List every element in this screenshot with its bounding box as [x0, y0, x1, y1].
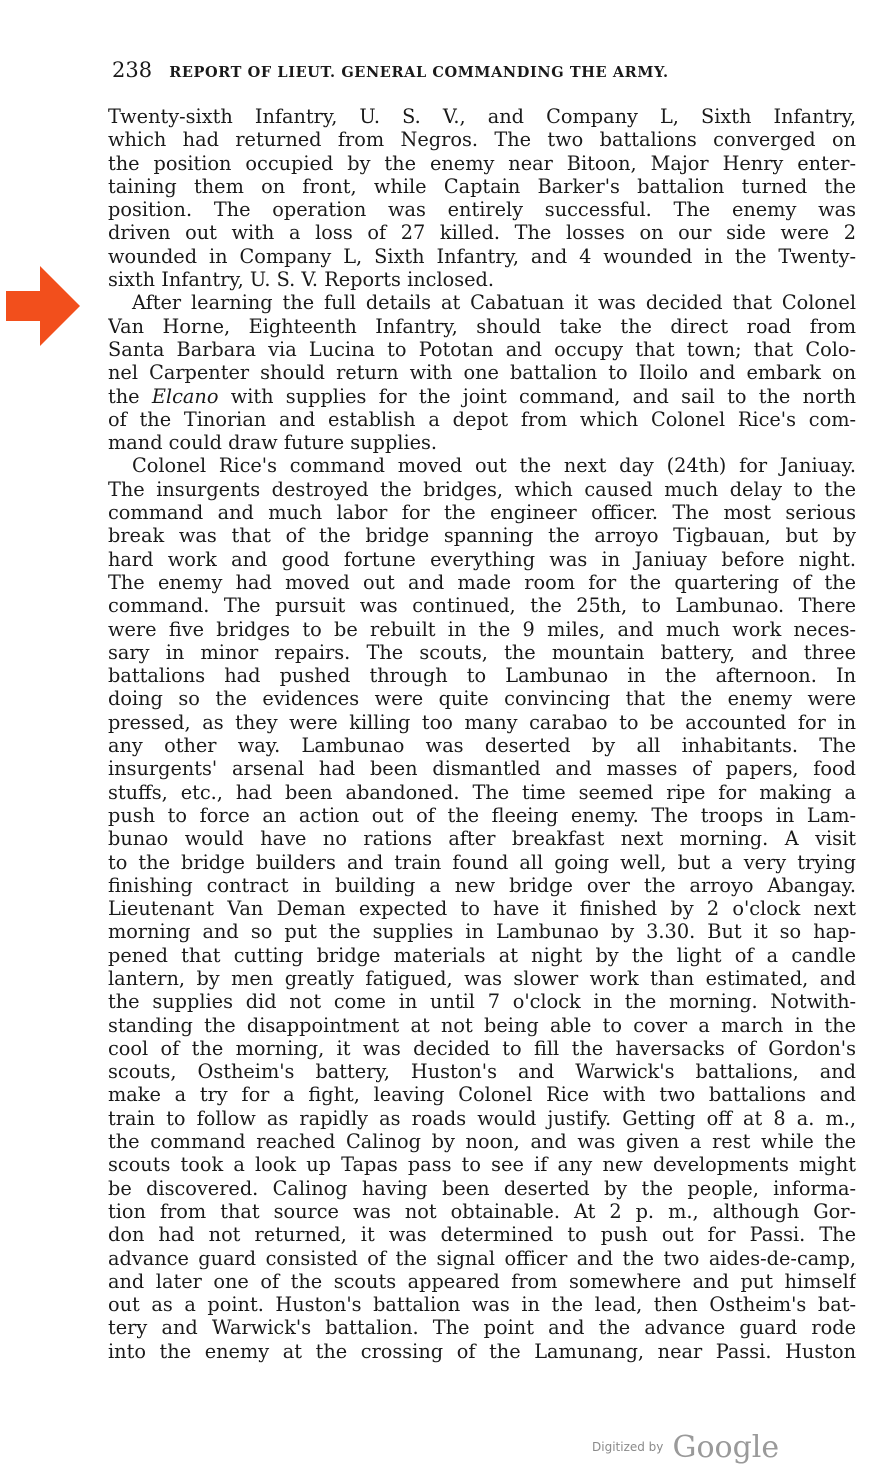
body-text: [108, 105, 856, 1363]
text-line: sixth Infantry, U. S. V. Reports inclosed.: [108, 268, 494, 292]
text-line: Lieutenant Van Deman expected to have it finished by 2 o'clock next: [108, 897, 856, 921]
text-line: battalions had pushed through to Lambunao in the afternoon. In: [108, 664, 856, 688]
text-line: don had not returned, it was determined to push out for Passi. The: [108, 1223, 856, 1247]
text-line: the supplies did not come in until 7 o'clock in the morning. Notwith-: [108, 990, 856, 1014]
text-line: taining them on front, while Captain Barker's battalion turned the: [108, 174, 856, 198]
text-line: The enemy had moved out and made room for the quartering of the: [108, 570, 856, 594]
text-line: lantern, by men greatly fatigued, was slower work than estimated, and: [108, 966, 856, 990]
text-line: insurgents' arsenal had been dismantled and masses of papers, food: [108, 757, 856, 781]
page-header: [112, 58, 852, 82]
text-line: morning and so put the supplies in Lambunao by 3.30. But it so hap-: [108, 920, 856, 944]
text-line: advance guard consisted of the signal officer and the two aides-de-camp,: [108, 1246, 856, 1270]
text-line: nel Carpenter should return with one battalion to Iloilo and embark on: [108, 361, 856, 385]
text-line: the position occupied by the enemy near Bitoon, Major Henry enter-: [108, 151, 856, 175]
text-line: and later one of the scouts appeared from somewhere and put himself: [108, 1269, 856, 1293]
text-line: push to force an action out of the fleeing enemy. The troops in Lam-: [108, 803, 856, 827]
text-line: wounded in Company L, Sixth Infantry, and 4 wounded in the Twenty-: [108, 244, 856, 268]
text-line: cool of the morning, it was decided to fill the haversacks of Gordon's: [108, 1036, 856, 1060]
text-line: mand could draw future supplies.: [108, 431, 438, 455]
text-line: out as a point. Huston's battalion was in the lead, then Ostheim's bat-: [108, 1293, 856, 1317]
text-line: scouts took a look up Tapas pass to see if any new developments might: [108, 1153, 856, 1177]
text-line: After learning the full details at Cabatuan it was decided that Colonel: [132, 291, 856, 315]
text-line: break was that of the bridge spanning the arroyo Tigbauan, but by: [108, 524, 856, 548]
text-line: Twenty-sixth Infantry, U. S. V., and Company L, Sixth Infantry,: [108, 105, 856, 128]
text-line: make a try for a fight, leaving Colonel Rice with two battalions and: [108, 1083, 856, 1107]
ship-name: Elcano: [151, 384, 219, 408]
text-line: stuffs, etc., had been abandoned. The time seemed ripe for making a: [108, 780, 856, 804]
text-line: to the bridge builders and train found all going well, but a very trying: [108, 850, 856, 874]
text-line: hard work and good fortune everything was in Janiuay before night.: [108, 547, 856, 571]
text-line: were five bridges to be rebuilt in the 9 miles, and much work neces-: [108, 617, 856, 641]
text-line: standing the disappointment at not being able to cover a march in the: [108, 1013, 856, 1037]
text-line: train to follow as rapidly as roads would justify. Getting off at 8 a. m.,: [108, 1106, 856, 1130]
text-line: into the enemy at the crossing of the Lamunang, near Passi. Huston: [108, 1339, 856, 1363]
text-line: pressed, as they were killing too many carabao to be accounted for in: [108, 710, 856, 734]
text-line: Colonel Rice's command moved out the next day (24th) for Janiuay.: [132, 454, 856, 478]
text-line: tion from that source was not obtainable. At 2 p. m., although Gor-: [108, 1199, 856, 1223]
text-line: Santa Barbara via Lucina to Pototan and occupy that town; that Colo-: [108, 337, 856, 361]
digitized-by-label: Digitized by: [592, 1440, 664, 1454]
text-line: any other way. Lambunao was deserted by all inhabitants. The: [108, 734, 856, 758]
text-line: finishing contract in building a new bridge over the arroyo Abangay.: [108, 873, 856, 897]
text-line: bunao would have no rations after breakfast next morning. A visit: [108, 827, 856, 851]
text-line: position. The operation was entirely successful. The enemy was: [108, 198, 856, 222]
text-line: the command reached Calinog by noon, and was given a rest while the: [108, 1130, 856, 1154]
page-number: 238: [112, 58, 153, 82]
text-line: command and much labor for the engineer officer. The most serious: [108, 501, 856, 525]
text-line: tery and Warwick's battalion. The point and the advance guard rode: [108, 1316, 856, 1340]
google-logo: Google: [672, 1430, 780, 1465]
text-line: the Elcano with supplies for the joint command, and sail to the north: [108, 384, 856, 408]
text-line: Van Horne, Eighteenth Infantry, should take the direct road from: [108, 314, 856, 338]
text-line: which had returned from Negros. The two battalions converged on: [108, 128, 856, 152]
text-line: pened that cutting bridge materials at night by the light of a candle: [108, 943, 856, 967]
arrow-right-icon: [6, 266, 80, 346]
digitization-watermark: [592, 1430, 779, 1465]
text-line: be discovered. Calinog having been deserted by the people, informa-: [108, 1176, 856, 1200]
text-line: The insurgents destroyed the bridges, which caused much delay to the: [108, 477, 856, 501]
text-line: driven out with a loss of 27 killed. The losses on our side were 2: [108, 221, 856, 245]
text-line: of the Tinorian and establish a depot from which Colonel Rice's com-: [108, 407, 856, 431]
text-line: doing so the evidences were quite convincing that the enemy were: [108, 687, 856, 711]
text-line: sary in minor repairs. The scouts, the mountain battery, and three: [108, 640, 856, 664]
running-head: REPORT OF LIEUT. GENERAL COMMANDING THE ARMY.: [169, 64, 669, 81]
text-line: command. The pursuit was continued, the 25th, to Lambunao. There: [108, 594, 856, 618]
text-line: scouts, Ostheim's battery, Huston's and Warwick's battalions, and: [108, 1060, 856, 1084]
